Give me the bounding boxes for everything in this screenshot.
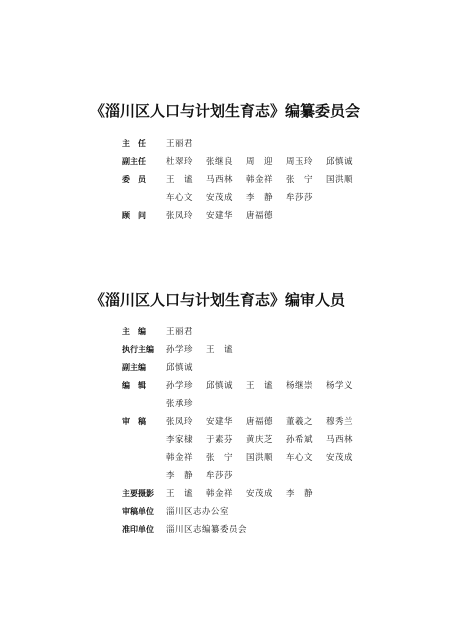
name-list [166, 156, 386, 168]
credit-row [122, 506, 442, 518]
credit-row [122, 138, 442, 150]
name-list [166, 488, 386, 500]
person-name: 孙学珍 [166, 345, 194, 355]
name-list [166, 210, 386, 222]
person-name: 安茂成 [206, 193, 234, 203]
role-label: 主 编 [122, 327, 146, 336]
person-name: 黄庆芝 [246, 435, 274, 445]
person-name: 王丽君 [166, 327, 194, 337]
person-name: 杜翠玲 [166, 157, 194, 167]
person-name: 马西林 [326, 435, 354, 445]
credit-row [122, 210, 442, 222]
credit-row [122, 156, 442, 168]
name-list [166, 524, 386, 536]
person-name: 安建华 [206, 211, 234, 221]
person-name: 董羲之 [286, 417, 314, 427]
credit-row [122, 174, 442, 204]
person-name: 邱慎诚 [326, 157, 354, 167]
role-label: 准印单位 [122, 525, 154, 534]
person-name: 韩金祥 [206, 489, 234, 499]
person-name: 张 宁 [286, 175, 314, 185]
person-name: 车心文 [286, 453, 314, 463]
person-name: 李 静 [246, 193, 274, 203]
person-name: 杨学义 [326, 381, 354, 391]
person-name: 杨继崇 [286, 381, 314, 391]
person-name: 邱慎诚 [166, 363, 194, 373]
committee-list [122, 138, 442, 228]
name-list [166, 416, 386, 482]
person-name: 王 谧 [166, 175, 194, 185]
person-name: 国洪顺 [326, 175, 354, 185]
person-name: 安茂成 [246, 489, 274, 499]
person-name: 马西林 [206, 175, 234, 185]
role-label: 顾 问 [122, 211, 146, 220]
person-name: 淄川区志编纂委员会 [166, 525, 248, 535]
person-name: 牟莎莎 [286, 193, 314, 203]
committee-title: 《淄川区人口与计划生育志》编纂委员会 [90, 102, 361, 120]
person-name: 国洪顺 [246, 453, 274, 463]
role-label: 副主任 [122, 157, 146, 166]
name-list [166, 362, 386, 374]
credit-row [122, 326, 442, 338]
credit-row [122, 344, 442, 356]
person-name: 唐福德 [246, 417, 274, 427]
name-list [166, 506, 386, 518]
editorial-staff-title: 《淄川区人口与计划生育志》编审人员 [90, 291, 346, 309]
credit-row [122, 416, 442, 482]
person-name: 于素芬 [206, 435, 234, 445]
name-list [166, 138, 386, 150]
person-name: 淄川区志办公室 [166, 507, 230, 517]
credit-row [122, 380, 442, 410]
person-name: 周 迎 [246, 157, 274, 167]
person-name: 唐福德 [246, 211, 274, 221]
name-list [166, 174, 386, 204]
role-label: 副主编 [122, 363, 146, 372]
role-label: 委 员 [122, 175, 146, 184]
person-name: 周玉玲 [286, 157, 314, 167]
person-name: 张凤玲 [166, 417, 194, 427]
person-name: 安建华 [206, 417, 234, 427]
person-name: 张继良 [206, 157, 234, 167]
credit-row [122, 488, 442, 500]
person-name: 王 谧 [166, 489, 194, 499]
person-name: 张 宁 [206, 453, 234, 463]
credit-row [122, 362, 442, 374]
person-name: 王 谧 [206, 345, 234, 355]
person-name: 穆秀兰 [326, 417, 354, 427]
name-list [166, 380, 386, 410]
editorial-staff-list [122, 326, 442, 542]
name-list [166, 326, 386, 338]
credit-row [122, 524, 442, 536]
role-label: 编 辑 [122, 381, 146, 390]
person-name: 李家棣 [166, 435, 194, 445]
person-name: 王 谧 [246, 381, 274, 391]
person-name: 李 静 [166, 471, 194, 481]
person-name: 车心文 [166, 193, 194, 203]
person-name: 张承珍 [166, 399, 194, 409]
role-label: 执行主编 [122, 345, 154, 354]
person-name: 韩金祥 [166, 453, 194, 463]
role-label: 主要摄影 [122, 489, 154, 498]
person-name: 张凤玲 [166, 211, 194, 221]
person-name: 孙学珍 [166, 381, 194, 391]
role-label: 审 稿 [122, 417, 146, 426]
name-list [166, 344, 386, 356]
person-name: 王丽君 [166, 139, 194, 149]
person-name: 韩金祥 [246, 175, 274, 185]
person-name: 李 静 [286, 489, 314, 499]
role-label: 主 任 [122, 139, 146, 148]
person-name: 安茂成 [326, 453, 354, 463]
person-name: 邱慎诚 [206, 381, 234, 391]
role-label: 审稿单位 [122, 507, 154, 516]
person-name: 牟莎莎 [206, 471, 234, 481]
person-name: 孙希斌 [286, 435, 314, 445]
